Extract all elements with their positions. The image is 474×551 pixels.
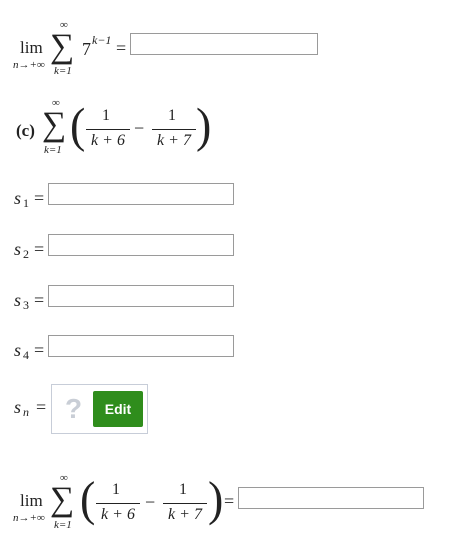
s-subscript: 4 [23, 348, 29, 362]
question-mark-icon: ? [65, 393, 83, 424]
s-variable: s [14, 290, 22, 310]
answer-input-telescoping-limit[interactable] [238, 487, 424, 509]
lim-subscript: n→+∞ [13, 59, 45, 71]
right-paren: ) [208, 471, 224, 526]
fraction-1-denominator: k + 6 [101, 506, 135, 523]
minus-sign: − [134, 118, 145, 138]
s-subscript: n [23, 405, 29, 419]
s-subscript: 1 [23, 196, 29, 210]
minus-sign: − [145, 492, 156, 512]
fraction-1-numerator: 1 [112, 481, 120, 498]
answer-input-s4[interactable] [48, 335, 234, 357]
sum-lower-limit: k=1 [54, 65, 72, 77]
right-paren: ) [196, 98, 212, 153]
lim-label: lim [20, 491, 43, 510]
s-subscript: 2 [23, 247, 29, 261]
answer-input-s3[interactable] [48, 285, 234, 307]
equals-sign: = [34, 290, 45, 310]
s-variable: s [14, 239, 22, 259]
equals-sign: = [116, 38, 127, 58]
fraction-1-numerator: 1 [102, 107, 110, 124]
sigma-symbol: ∑ [42, 106, 67, 143]
fraction-1-denominator: k + 6 [91, 132, 125, 149]
sum-upper-limit: ∞ [60, 19, 68, 31]
sum-upper-limit: ∞ [60, 472, 68, 484]
lim-subscript: n→+∞ [13, 512, 45, 524]
equals-sign: = [224, 491, 235, 511]
s-variable: s [14, 188, 22, 208]
equals-sign: = [34, 239, 45, 259]
s-subscript: 3 [23, 298, 29, 312]
fraction-2-numerator: 1 [179, 481, 187, 498]
sum-lower-limit: k=1 [44, 144, 62, 156]
answer-input-geometric-limit[interactable] [130, 33, 318, 55]
s-variable: s [14, 397, 22, 417]
answer-input-s2[interactable] [48, 234, 234, 256]
equals-sign: = [36, 397, 47, 417]
edit-button[interactable]: Edit [93, 391, 143, 427]
fraction-2-bar [163, 503, 207, 504]
part-c-label: (c) [16, 121, 35, 140]
fraction-1-bar [86, 129, 130, 130]
sigma-symbol: ∑ [50, 28, 75, 65]
fraction-2-numerator: 1 [168, 107, 176, 124]
base-seven: 7 [82, 39, 91, 59]
equals-sign: = [34, 188, 45, 208]
equals-sign: = [34, 340, 45, 360]
fraction-2-denominator: k + 7 [157, 132, 191, 149]
s-variable: s [14, 340, 22, 360]
formula-editor-frame[interactable] [51, 384, 148, 434]
fraction-1-bar [96, 503, 140, 504]
sum-upper-limit: ∞ [52, 97, 60, 109]
lim-label: lim [20, 38, 43, 57]
left-paren: ( [70, 98, 86, 153]
answer-input-s1[interactable] [48, 183, 234, 205]
left-paren: ( [80, 471, 96, 526]
fraction-2-denominator: k + 7 [168, 506, 202, 523]
sum-lower-limit: k=1 [54, 519, 72, 531]
fraction-2-bar [152, 129, 196, 130]
sigma-symbol: ∑ [50, 481, 75, 518]
exponent: k−1 [92, 33, 112, 47]
